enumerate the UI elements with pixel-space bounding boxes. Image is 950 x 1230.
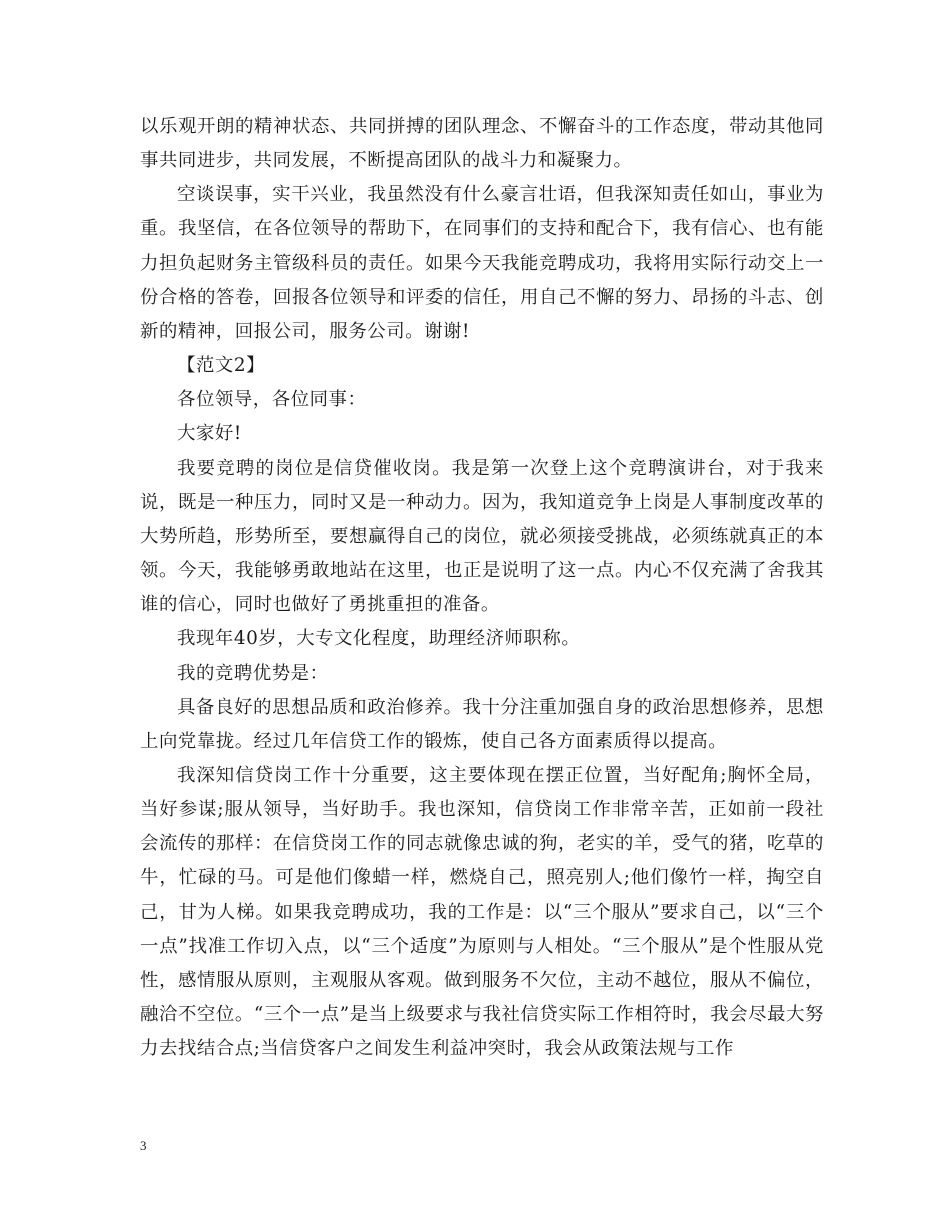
paragraph: 我的竞聘优势是： xyxy=(177,662,329,684)
section-heading: 【范文2】 xyxy=(177,355,266,377)
paragraph: 具备良好的思想品质和政治修养。我十分注重加强自身的政治思想修养，思想上向党靠拢。经过几年信贷工作的锻炼，使自己各方面素质得以提高。 xyxy=(140,696,824,752)
paragraph: 空谈误事，实干兴业，我虽然没有什么豪言壮语，但我深知责任如山，事业为重。我坚信，在各位领导的帮助下，在同事们的支持和配合下，我有信心、也有能力担负起财务主管级科员的责任。如果今天我能竞聘成功，我将用实际行动交上一份合格的答卷，回报各位领导和评委的信任，用自己不懈的努力、昂扬的斗志、创新的精神，回报公司，服务公司。谢谢! xyxy=(140,184,824,342)
salutation: 各位领导，各位同事： xyxy=(177,389,367,411)
paragraph: 我现年40岁，大专文化程度，助理经济师职称。 xyxy=(177,628,581,650)
greeting: 大家好! xyxy=(177,423,242,445)
paragraph: 我深知信贷岗工作十分重要，这主要体现在摆正位置，当好配角;胸怀全局，当好参谋;服从领导，当好助手。我也深知，信贷岗工作非常辛苦，正如前一段社会流传的那样：在信贷岗工作的同志就像忠诚的狗，老实的羊，受气的猪，吃草的牛，忙碌的马。可是他们像蜡一样，燃烧自己，照亮别人;他们像竹一样，掏空自己，甘为人梯。如果我竞聘成功，我的工作是：以“三个服从”要求自己，以“三个一点”找准工作切入点，以“三个适度”为原则与人相处。“三个服从”是个性服从党性，感情服从原则，主观服从客观。做到服务不欠位，主动不越位，服从不偏位，融洽不空位。“三个一点”是当上级要求与我社信贷实际工作相符时，我会尽最大努力去找结合点;当信贷客户之间发生利益冲突时，我会从政策法规与工作 xyxy=(140,764,824,1060)
paragraph: 我要竞聘的岗位是信贷催收岗。我是第一次登上这个竞聘演讲台，对于我来说，既是一种压力，同时又是一种动力。因为，我知道竞争上岗是人事制度改革的大势所趋，形势所至，要想赢得自己的岗位，就必须接受挑战，必须练就真正的本领。今天，我能够勇敢地站在这里，也正是说明了这一点。内心不仅充满了舍我其谁的信心，同时也做好了勇挑重担的准备。 xyxy=(140,457,824,616)
paragraph: 以乐观开朗的精神状态、共同拼搏的团队理念、不懈奋斗的工作态度，带动其他同事共同进步，共同发展，不断提高团队的战斗力和凝聚力。 xyxy=(140,116,824,172)
page-number: 3 xyxy=(140,1138,147,1153)
body-text xyxy=(140,110,824,1066)
